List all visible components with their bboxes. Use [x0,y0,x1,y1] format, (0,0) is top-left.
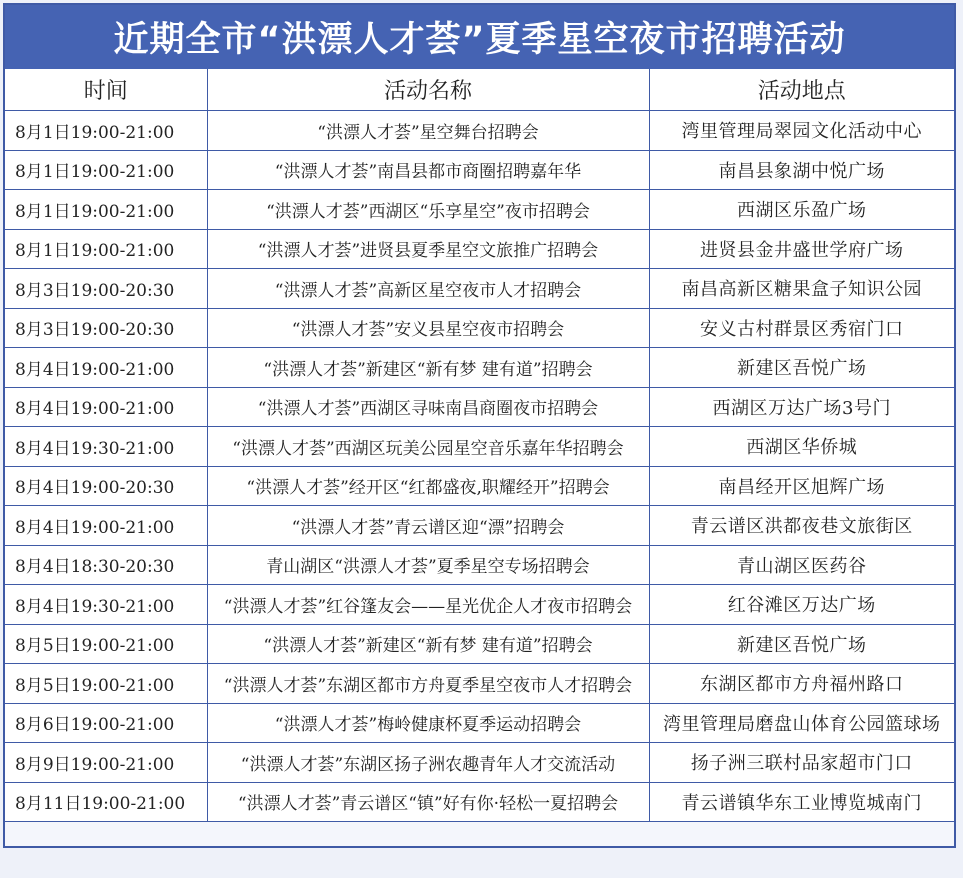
location-cell: 南昌县象湖中悦广场 [649,150,954,190]
time-cell: 8月4日19:00-20:30 [5,466,207,506]
location-cell: 新建区吾悦广场 [649,348,954,388]
time-cell: 8月6日19:00-21:00 [5,703,207,743]
event-name-cell: “洪漂人才荟”青云谱区“镇”好有你·轻松一夏招聘会 [207,782,649,822]
table-row [5,348,954,388]
event-name-cell: “洪漂人才荟”东湖区扬子洲农趣青年人才交流活动 [207,743,649,783]
location-cell: 东湖区都市方舟福州路口 [649,664,954,704]
event-name-cell: 青山湖区“洪漂人才荟”夏季星空专场招聘会 [207,545,649,585]
table-body [5,111,954,822]
location-cell: 青云谱镇华东工业博览城南门 [649,782,954,822]
time-cell: 8月3日19:00-20:30 [5,269,207,309]
location-cell: 南昌高新区糖果盒子知识公园 [649,269,954,309]
page-title: 近期全市“洪漂人才荟”夏季星空夜市招聘活动 [113,20,846,60]
event-table [5,69,954,822]
table-row [5,150,954,190]
time-cell: 8月1日19:00-21:00 [5,190,207,230]
event-name-cell: “洪漂人才荟”高新区星空夜市人才招聘会 [207,269,649,309]
time-cell: 8月5日19:00-21:00 [5,664,207,704]
table-row [5,190,954,230]
event-name-cell: “洪漂人才荟”西湖区寻味南昌商圈夜市招聘会 [207,387,649,427]
table-header-row [5,69,954,111]
event-name-cell: “洪漂人才荟”星空舞台招聘会 [207,111,649,151]
table-row [5,466,954,506]
table-row [5,545,954,585]
time-cell: 8月5日19:00-21:00 [5,624,207,664]
event-name-cell: “洪漂人才荟”新建区“新有梦 建有道”招聘会 [207,348,649,388]
table-row [5,585,954,625]
location-cell: 扬子洲三联村品家超市门口 [649,743,954,783]
location-cell: 西湖区万达广场3号门 [649,387,954,427]
table-row [5,743,954,783]
table-row [5,269,954,309]
event-name-cell: “洪漂人才荟”梅岭健康杯夏季运动招聘会 [207,703,649,743]
table-row [5,703,954,743]
time-cell: 8月1日19:00-21:00 [5,229,207,269]
time-cell: 8月3日19:00-20:30 [5,308,207,348]
time-cell: 8月11日19:00-21:00 [5,782,207,822]
location-cell: 红谷滩区万达广场 [649,585,954,625]
time-cell: 8月4日19:30-21:00 [5,585,207,625]
table-row [5,427,954,467]
table-row [5,308,954,348]
location-cell: 青云谱区洪都夜巷文旅街区 [649,506,954,546]
table-row [5,624,954,664]
event-name-cell: “洪漂人才荟”新建区“新有梦 建有道”招聘会 [207,624,649,664]
table-row [5,664,954,704]
location-cell: 西湖区乐盈广场 [649,190,954,230]
table-row [5,782,954,822]
event-name-cell: “洪漂人才荟”进贤县夏季星空文旅推广招聘会 [207,229,649,269]
header-location: 活动地点 [649,69,954,111]
time-cell: 8月4日18:30-20:30 [5,545,207,585]
event-name-cell: “洪漂人才荟”西湖区玩美公园星空音乐嘉年华招聘会 [207,427,649,467]
location-cell: 湾里管理局磨盘山体育公园篮球场 [649,703,954,743]
table-row [5,387,954,427]
event-name-cell: “洪漂人才荟”经开区“红都盛夜,职耀经开”招聘会 [207,466,649,506]
table-row [5,229,954,269]
location-cell: 新建区吾悦广场 [649,624,954,664]
table-row [5,111,954,151]
event-name-cell: “洪漂人才荟”红谷篷友会——星光优企人才夜市招聘会 [207,585,649,625]
event-name-cell: “洪漂人才荟”青云谱区迎“漂”招聘会 [207,506,649,546]
location-cell: 南昌经开区旭辉广场 [649,466,954,506]
location-cell: 西湖区华侨城 [649,427,954,467]
time-cell: 8月4日19:00-21:00 [5,348,207,388]
location-cell: 青山湖区医药谷 [649,545,954,585]
event-name-cell: “洪漂人才荟”南昌县都市商圈招聘嘉年华 [207,150,649,190]
notice-frame [3,3,956,848]
location-cell: 湾里管理局翠园文化活动中心 [649,111,954,151]
time-cell: 8月1日19:00-21:00 [5,150,207,190]
event-name-cell: “洪漂人才荟”东湖区都市方舟夏季星空夜市人才招聘会 [207,664,649,704]
header-event-name: 活动名称 [207,69,649,111]
event-name-cell: “洪漂人才荟”安义县星空夜市招聘会 [207,308,649,348]
time-cell: 8月1日19:00-21:00 [5,111,207,151]
time-cell: 8月4日19:30-21:00 [5,427,207,467]
time-cell: 8月4日19:00-21:00 [5,387,207,427]
event-name-cell: “洪漂人才荟”西湖区“乐享星空”夜市招聘会 [207,190,649,230]
title-bar [5,5,954,69]
location-cell: 安义古村群景区秀宿门口 [649,308,954,348]
table-row [5,506,954,546]
time-cell: 8月9日19:00-21:00 [5,743,207,783]
header-time: 时间 [5,69,207,111]
time-cell: 8月4日19:00-21:00 [5,506,207,546]
location-cell: 进贤县金井盛世学府广场 [649,229,954,269]
